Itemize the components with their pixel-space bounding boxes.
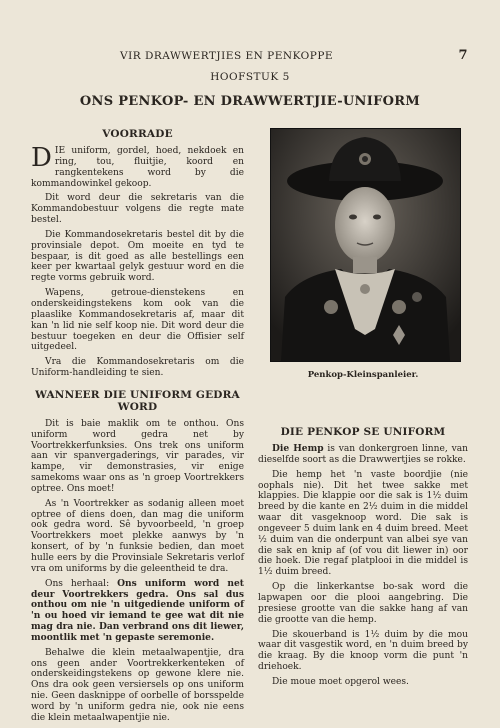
paragraph: Behalwe die klein metaalwapentjie, dra ons geen ander Voortrekkerkenteken of onderskeidingstekens op gewone klere nie. Ons dra ook geen versiersels op ons uniform nie. Geen dasknippe of oorbelle of borsspelde word by 'n uniform gedra nie, ook nie eens die klein metaalwapentjie nie. xyxy=(31,647,244,723)
paragraph xyxy=(258,444,468,466)
emphasis-text: Die Hemp xyxy=(272,443,324,454)
paragraph: Die moue moet opgerol wees. xyxy=(272,676,409,687)
paragraph: Op die linkerkantse bo-sak word die lapwapen oor die plooi aangebring. Die presiese grootte van die sakke hang af van die grootte van die hemp. xyxy=(258,582,468,625)
emphasis-text: Ons uniform word net deur Voortrekkers gedra. Ons sal dus onthou om nie 'n uitgediende uniform of 'n ou hoed vir iemand te gee wat dit nie mag dra nie. Dan verbrand ons dit liewer, moontlik met 'n gepaste seremonie. xyxy=(31,577,244,643)
running-title: VIR DRAWWERTJIES EN PENKOPPE xyxy=(120,50,334,62)
paragraph: Die hemp het 'n vaste boordjie (nie oophals nie). Dit het twee sakke met klappies. Die klappie oor die sak is 1½ duim breed by die kante en 2½ duim in die middel waar dit vasgeknoop word. Die sak is ongeveer 5 duim lank en 4 duim breed. Meet ½ duim van die onderpunt van albei sye van die sak en knip af (of vou dit liewer in) oor die hoek. Die regaf platplooi in die middel is 1½ duim breed. xyxy=(258,469,468,578)
scout-portrait-illustration xyxy=(271,129,460,361)
paragraph: Die skouerband is 1½ duim by die mou waar dit vasgestik word, en 'n duim breed by die kraag. By die knoop vorm die punt 'n driehoek. xyxy=(258,629,468,673)
paragraph: Dit word deur die sekretaris van die Kommandobestuur volgens die regte mate bestel. xyxy=(31,193,244,226)
page-number: 7 xyxy=(458,48,468,63)
right-column xyxy=(258,128,468,692)
paragraph: Wapens, getroue-dienstekens en onderskeidingstekens kom ook van die plaaslike Kommandosekretaris af, maar dit kan 'n lid nie self koop nie. Dit word deur die bestuur toegeken en deur die Offisier self uitgedeel. xyxy=(31,288,244,353)
paragraph xyxy=(31,579,244,644)
section-heading-penkop-uniform: DIE PENKOP SE UNIFORM xyxy=(280,426,446,438)
paragraph: Dit is baie maklik om te onthou. Ons uniform word gedra net by Voortrekkerfunksies. Ons trek ons uniform aan vir spanvergaderings, vir parades, vir kampe, vir demonstrasies, vir enige samekoms waar ons as 'n groep Voortrekkers optree. Ons moet! xyxy=(31,418,244,494)
left-column xyxy=(31,128,244,728)
page-title: ONS PENKOP- EN DRAWWERTJIE-UNIFORM xyxy=(79,94,421,109)
photo-caption: Penkop-Kleinspanleier. xyxy=(307,370,419,380)
paragraph-lead: Ons herhaal: xyxy=(45,578,118,589)
running-head xyxy=(120,48,468,63)
portrait-photo xyxy=(270,128,461,362)
paragraph xyxy=(31,143,244,189)
paragraph: As 'n Voortrekker as sodanig alleen moet optree of diens doen, dan mag die uniform ook gedra word. Sê byvoorbeeld, 'n groep Voortrekkers moet plekke aanwys by 'n konsert, of by 'n funksie bedien, dan moet hulle eers by die Provinsiale Sekretaris verlof vra om uniforms by die geleentheid te dra. xyxy=(31,498,244,574)
paragraph: Die Kommandosekretaris bestel dit by die provinsiale depot. Om moeite en tyd te bespaar, is dit goed as alle bestellings een keer per kwartaal gelyk gestuur word en die regte vorms gebruik word. xyxy=(31,229,244,284)
section-heading-voorrade: VOORRADE xyxy=(102,128,173,140)
drop-cap: D xyxy=(31,143,52,173)
section-heading-wanneer: WANNEER DIE UNIFORM GEDRA WORD xyxy=(35,388,240,413)
paragraph: Vra die Kommandosekretaris om die Uniform-handleiding te sien. xyxy=(31,357,244,379)
chapter-label: HOOFSTUK 5 xyxy=(210,71,290,83)
paragraph-text: IE uniform, gordel, hoed, nekdoek en ring, tou, fluitjie, koord en rangkentekens word by die kommandowinkel gekoop. xyxy=(31,146,244,189)
paragraph-text: is van donkergroen linne, van dieselfde soort as die Drawwertjies se rokke. xyxy=(258,444,469,465)
